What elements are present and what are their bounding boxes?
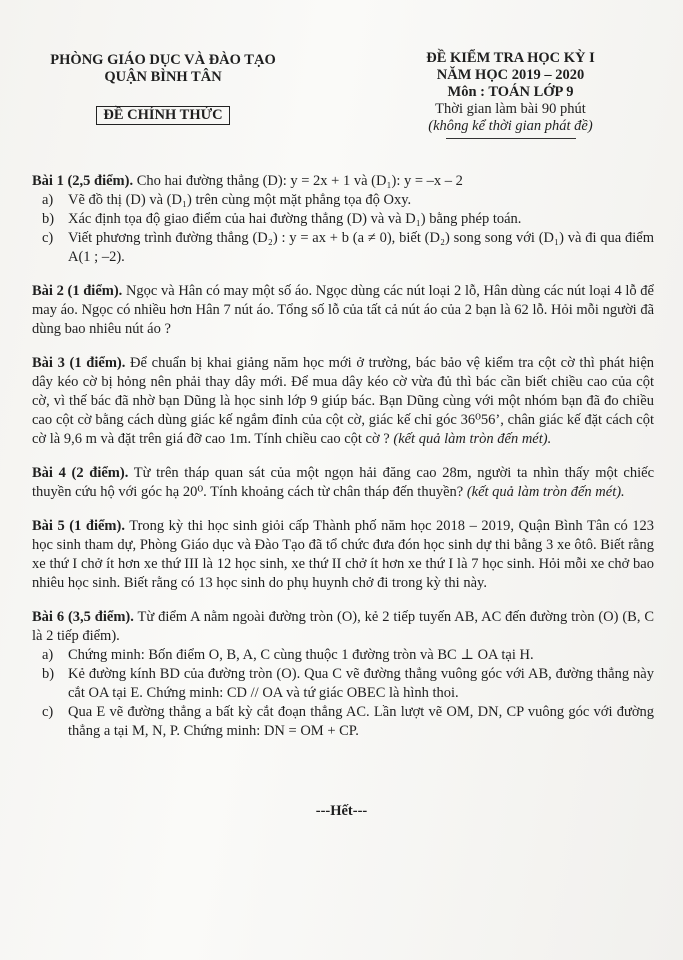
sub-question-label: b)	[42, 666, 55, 682]
sub-question-text: Viết phương trình đường thẳng (D₂) : y = ax + b (a ≠ 0), biết (D₂) song song với (D₁) và đi qua điểm A(1 ; –2).	[68, 230, 654, 265]
sub-question-label: c)	[42, 230, 54, 246]
problem-text: Trong kỳ thi học sinh giỏi cấp Thành phố năm học 2018 – 2019, Quận Bình Tân có 123 học sinh tham dự, Phòng Giáo dục và Đào Tạo đã tổ chức đưa đón học sinh dự thi bằng 3 xe ôtô. Biết rằng xe thứ I chở ít hơn xe thứ III là 12 học sinh, xe thứ II chở ít hơn xe thứ I là 7 học sinh. Hỏi mỗi xe chở bao nhiêu học sinh. Biết rằng có 13 học sinh do phụ huynh chở đi trong kỳ thi này.	[32, 518, 655, 591]
sub-question-text: Xác định tọa độ giao điểm của hai đường thẳng (D) và và D₁) bằng phép toán.	[68, 211, 522, 227]
problem-title: Bài 2 (1 điểm).	[32, 283, 123, 299]
problem-4	[32, 464, 654, 502]
problem-3	[32, 354, 654, 449]
problem-text: Cho hai đường thẳng (D): y = 2x + 1 và (D₁): y = –x – 2	[133, 173, 463, 189]
issuer-line-1: PHÒNG GIÁO DỤC VÀ ĐÀO TẠO	[50, 52, 276, 68]
problem-title: Bài 6 (3,5 điểm).	[32, 609, 134, 625]
sub-question	[32, 665, 654, 703]
problem-text: Để chuẩn bị khai giảng năm học mới ở trường, bác bảo vệ kiểm tra cột cờ thì phát hiện dây kéo cờ bị hỏng nên phải thay dây mới. Để mua dây kéo cờ vừa đủ thì bác cần biết chiều cao của cột cờ, vì thế bác đã nhờ bạn Dũng là học sinh lớp 9 giúp bác. Bạn Dũng cùng với một nhóm bạn đã đo chiều cao cột cờ bằng cách dùng giác kế ngắm đỉnh của cột cờ, giác kế chỉ góc 36⁰56’, chân giác kế đặt cách cột cờ là 9,6 m và đặt trên giá đỡ cao 1m. Tính chiều cao cột cờ ?	[32, 355, 655, 447]
sub-question-label: a)	[42, 192, 54, 208]
sub-question	[32, 191, 654, 210]
sub-question	[32, 210, 654, 229]
exam-title: ĐỀ KIỂM TRA HỌC KỲ I	[426, 50, 595, 66]
time-note: (không kể thời gian phát đề)	[428, 118, 593, 134]
problem-text: Từ trên tháp quan sát của một ngọn hải đăng cao 28m, người ta nhìn thấy một chiếc thuyền cứu hộ với góc hạ 20⁰. Tính khoảng cách từ chân tháp đến thuyền?	[32, 465, 654, 500]
problem-2	[32, 282, 654, 339]
sub-question-label: c)	[42, 704, 54, 720]
sub-question-text: Chứng minh: Bốn điểm O, B, A, C cùng thuộc 1 đường tròn và BC ⊥ OA tại H.	[68, 647, 534, 663]
sub-question-text: Qua E vẽ đường thẳng a bất kỳ cắt đoạn thẳng AC. Lần lượt vẽ OM, DN, CP vuông góc với đường thẳng a tại M, N, P. Chứng minh: DN = OM + CP.	[68, 704, 654, 739]
issuer-header	[28, 52, 298, 125]
school-year: NĂM HỌC 2019 – 2020	[436, 67, 585, 83]
problem-5	[32, 517, 654, 593]
problem-title: Bài 1 (2,5 điểm).	[32, 173, 134, 189]
sub-question	[32, 703, 654, 741]
rounding-note: (kết quả làm tròn đến mét).	[466, 484, 625, 500]
exam-header	[368, 50, 653, 139]
issuer-line-2: QUẬN BÌNH TÂN	[104, 69, 222, 85]
header-underline	[446, 138, 576, 139]
sub-question-label: b)	[42, 211, 55, 227]
rounding-note: (kết quả làm tròn đến mét).	[393, 431, 552, 447]
exam-body	[32, 172, 654, 756]
official-stamp: ĐỀ CHÍNH THỨC	[96, 106, 229, 125]
sub-question-text: Kẻ đường kính BD của đường tròn (O). Qua C vẽ đường thẳng vuông góc với AB, đường thẳng này cắt OA tại E. Chứng minh: CD // OA và tứ giác OBEC là hình thoi.	[68, 666, 654, 701]
end-marker: ---Hết---	[315, 803, 368, 819]
sub-question-list	[32, 191, 654, 267]
sub-question	[32, 646, 654, 665]
problem-title: Bài 3 (1 điểm).	[32, 355, 126, 371]
problem-6	[32, 608, 654, 741]
sub-question	[32, 229, 654, 267]
problem-text: Ngọc và Hân có may một số áo. Ngọc dùng các nút loại 2 lỗ, Hân dùng các nút loại 4 lỗ để may áo. Ngọc có nhiều hơn Hân 7 nút áo. Tổng số lỗ của tất cả nút áo của 2 bạn là 62 lỗ. Hỏi mỗi người đã dùng bao nhiêu nút áo ?	[32, 283, 654, 337]
problem-text: Từ điểm A nằm ngoài đường tròn (O), kẻ 2 tiếp tuyến AB, AC đến đường tròn (O) (B, C là 2 tiếp điểm).	[32, 609, 654, 644]
problem-1	[32, 172, 654, 267]
problem-title: Bài 4 (2 điểm).	[32, 465, 129, 481]
sub-question-list	[32, 646, 654, 741]
sub-question-text: Vẽ đồ thị (D) và (D₁) trên cùng một mặt phẳng tọa độ Oxy.	[68, 192, 412, 208]
subject: Môn : TOÁN LỚP 9	[447, 84, 574, 100]
sub-question-label: a)	[42, 647, 54, 663]
time-allowed: Thời gian làm bài 90 phút	[435, 101, 586, 117]
problem-title: Bài 5 (1 điểm).	[32, 518, 125, 534]
